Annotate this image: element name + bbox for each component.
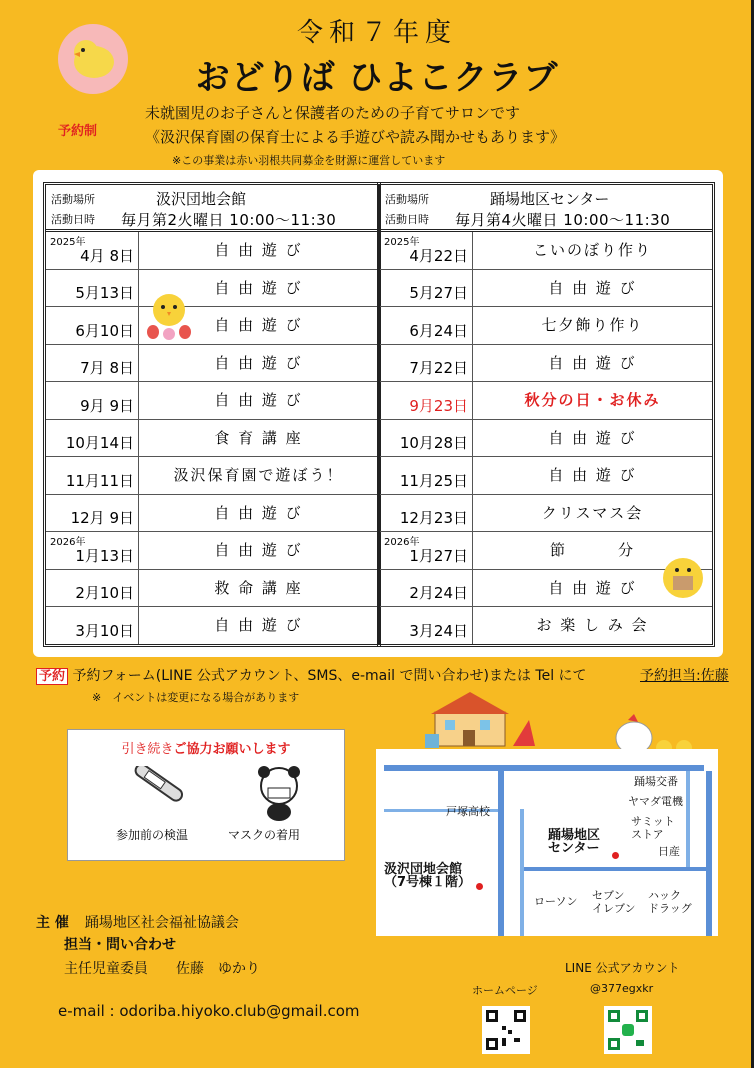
table-row	[46, 420, 378, 458]
year-label: 2025年	[384, 237, 420, 248]
place-name: 踊場地区センター	[490, 190, 610, 208]
date-value: 5月13日	[75, 284, 134, 302]
date-cell	[46, 457, 139, 494]
date-value: 9月23日	[409, 396, 468, 415]
event-cell: クリスマス会	[541, 503, 644, 522]
panda-mask-icon	[254, 764, 304, 826]
contact-person: 主任児童委員 佐藤 ゆかり	[64, 961, 260, 977]
table-row	[380, 382, 712, 420]
year-label: 2026年	[384, 537, 420, 548]
map-road-lower-right	[686, 771, 690, 867]
access-map	[376, 749, 718, 936]
date-value: 12月23日	[399, 509, 468, 527]
fiscal-year-title: 令和７年度	[296, 18, 457, 48]
notice-head-prefix: 引き続き	[121, 742, 174, 757]
date-cell	[46, 420, 139, 457]
table-row	[380, 607, 712, 644]
date-cell	[380, 570, 473, 607]
contact-email[interactable]: e-mail : odoriba.hiyoko.club@gmail.com	[58, 1002, 360, 1020]
date-value: 10月28日	[399, 434, 468, 452]
nissan-label: 日産	[658, 845, 680, 858]
date-cell	[380, 532, 473, 569]
chick-tulip-icon	[143, 288, 195, 344]
time-label: 活動日時	[51, 213, 95, 226]
event-cell: こいのぼり作り	[532, 241, 652, 259]
event-cell: お 楽 し み 会	[536, 616, 649, 634]
event-cell: 自 由 遊 び	[214, 353, 303, 372]
table-row	[380, 307, 712, 345]
table-row	[46, 382, 378, 420]
odoriba-center-marker	[612, 852, 619, 859]
date-cell	[380, 307, 473, 344]
event-cell: 自 由 遊 び	[214, 616, 303, 634]
date-cell	[380, 607, 473, 644]
date-value: 1月13日	[75, 546, 134, 565]
time-label: 活動日時	[385, 213, 429, 226]
event-cell: 自 由 遊 び	[548, 578, 637, 597]
date-cell	[46, 307, 139, 344]
table-row	[46, 570, 378, 608]
event-cell: 自 由 遊 び	[214, 316, 303, 334]
mask-caption: マスクの着用	[228, 828, 301, 842]
table-row	[380, 495, 712, 533]
reservation-required-label: 予約制	[58, 124, 98, 139]
map-road-top	[384, 765, 704, 771]
summit-label: サミット ストア	[631, 815, 675, 841]
date-cell	[380, 345, 473, 382]
date-cell	[46, 345, 139, 382]
date-cell	[46, 607, 139, 644]
date-value: 2月24日	[409, 584, 468, 602]
notice-head-main: ご協力お願いします	[173, 742, 291, 757]
place-name: 汲沢団地会館	[156, 190, 247, 208]
year-label: 2026年	[50, 537, 86, 548]
table-row	[380, 345, 712, 383]
table-row	[46, 270, 378, 308]
kaikan-label: 汲沢団地会館 （7号棟１階）	[384, 862, 472, 890]
koban-label: 踊場交番	[634, 775, 678, 788]
event-cell: 自 由 遊 び	[214, 503, 303, 522]
subtitle-line1: 未就園児のお子さんと保護者のための子育てサロンです	[145, 104, 521, 122]
event-cell: 食 育 講 座	[214, 428, 303, 447]
date-value: 11月11日	[65, 471, 134, 490]
place-label: 活動場所	[51, 193, 95, 206]
table-row	[46, 607, 378, 644]
reservation-line	[36, 665, 587, 685]
event-cell: 節 分	[549, 541, 635, 559]
event-cell: 自 由 遊 び	[214, 541, 303, 559]
time-value: 毎月第2火曜日 10:00～11:30	[121, 211, 337, 229]
table-row	[380, 420, 712, 458]
odoriba-center-label: 踊場地区 センター	[548, 828, 601, 856]
event-cell: 秋分の日・お休み	[524, 391, 661, 409]
date-value: 4月22日	[409, 246, 468, 265]
date-value: 12月 9日	[70, 509, 134, 527]
date-value: 10月14日	[65, 434, 134, 452]
line-account-label: LINE 公式アカウント	[565, 961, 680, 975]
chick-bean-icon	[657, 552, 709, 608]
table-row	[46, 495, 378, 533]
line-id: @377egxkr	[590, 982, 654, 995]
event-cell: 救 命 講 座	[214, 578, 303, 597]
funding-note: ※この事業は赤い羽根共同募金を財源に運営しています	[172, 154, 446, 167]
schedule-left	[43, 182, 381, 647]
thermometer-icon	[128, 766, 192, 826]
schedule-panel	[33, 170, 723, 657]
date-cell	[380, 232, 473, 269]
map-road-center	[498, 771, 504, 936]
notice-heading	[68, 738, 344, 757]
date-value: 3月10日	[75, 621, 134, 640]
date-cell	[46, 382, 139, 419]
reservation-tag: 予約	[36, 668, 68, 685]
year-label: 2025年	[50, 237, 86, 248]
table-row	[46, 345, 378, 383]
schedule-left-rows	[46, 232, 378, 644]
table-row	[46, 532, 378, 570]
school-label: 戸塚高校	[446, 805, 490, 818]
kaikan-marker	[476, 883, 483, 890]
date-cell	[46, 570, 139, 607]
club-name-title: おどりば ひよこクラブ	[195, 58, 559, 98]
table-row	[46, 307, 378, 345]
date-value: 7月22日	[409, 359, 468, 377]
table-row	[380, 457, 712, 495]
date-cell	[380, 495, 473, 532]
map-road-lower	[520, 867, 710, 871]
date-value: 11月25日	[399, 471, 468, 490]
event-change-note: ※ イベントは変更になる場合があります	[92, 691, 300, 704]
homepage-label: ホームページ	[472, 984, 538, 997]
date-cell	[380, 382, 473, 419]
event-cell: 汲沢保育園で遊ぼう！	[173, 466, 344, 484]
event-cell: 自 由 遊 び	[214, 391, 303, 409]
organizer-label: 主 催	[36, 915, 69, 931]
date-value: 3月24日	[409, 621, 468, 640]
cooperation-notice	[67, 729, 345, 861]
event-cell: 七夕飾り作り	[541, 316, 644, 334]
subtitle-line2: 《汲沢保育園の保育士による手遊びや読み聞かせもあります》	[145, 128, 566, 146]
homepage-qr-icon[interactable]	[482, 1006, 530, 1054]
event-cell: 自 由 遊 び	[214, 278, 303, 297]
date-value: 6月24日	[409, 321, 468, 340]
line-qr-icon[interactable]	[604, 1006, 652, 1054]
schedule-left-header	[46, 185, 378, 232]
table-row	[380, 232, 712, 270]
date-value: 7月 8日	[80, 359, 134, 377]
event-cell: 自 由 遊 び	[548, 466, 637, 484]
nursery-building-icon	[425, 690, 545, 754]
date-cell	[380, 457, 473, 494]
date-cell	[46, 495, 139, 532]
organizer-line	[36, 912, 239, 932]
table-row	[46, 457, 378, 495]
date-value: 4月 8日	[80, 246, 134, 265]
date-cell	[46, 532, 139, 569]
date-value: 6月10日	[75, 321, 134, 340]
date-value: 9月 9日	[80, 396, 134, 415]
date-cell	[46, 232, 139, 269]
event-cell: 自 由 遊 び	[548, 278, 637, 297]
date-cell	[380, 420, 473, 457]
yamada-label: ヤマダ電機	[628, 795, 683, 808]
reservation-text: 予約フォーム(LINE 公式アカウント、SMS、e-mail で問い合わせ)または Tel にて	[72, 668, 587, 684]
seven-eleven-label: セブン イレブン	[592, 889, 636, 915]
table-row	[46, 232, 378, 270]
temperature-check-caption: 参加前の検温	[116, 828, 189, 842]
date-value: 2月10日	[75, 584, 134, 602]
date-value: 1月27日	[409, 546, 468, 565]
event-cell: 自 由 遊 び	[548, 428, 637, 447]
date-cell	[380, 270, 473, 307]
event-cell: 自 由 遊 び	[214, 241, 303, 259]
hac-drug-label: ハック ドラッグ	[648, 889, 692, 915]
time-value: 毎月第4火曜日 10:00～11:30	[455, 211, 671, 229]
reservation-contact: 予約担当:佐藤	[640, 668, 729, 684]
lawson-label: ローソン	[534, 895, 578, 908]
place-label: 活動場所	[385, 193, 429, 206]
map-road-right	[706, 771, 712, 936]
contact-label: 担当・問い合わせ	[64, 937, 176, 953]
date-cell	[46, 270, 139, 307]
table-row	[380, 270, 712, 308]
event-cell: 自 由 遊 び	[548, 353, 637, 372]
schedule-right-header	[380, 185, 712, 232]
map-road-lower-left	[520, 809, 524, 936]
organizer-name: 踊場地区社会福祉協議会	[84, 915, 239, 931]
date-value: 5月27日	[409, 284, 468, 302]
